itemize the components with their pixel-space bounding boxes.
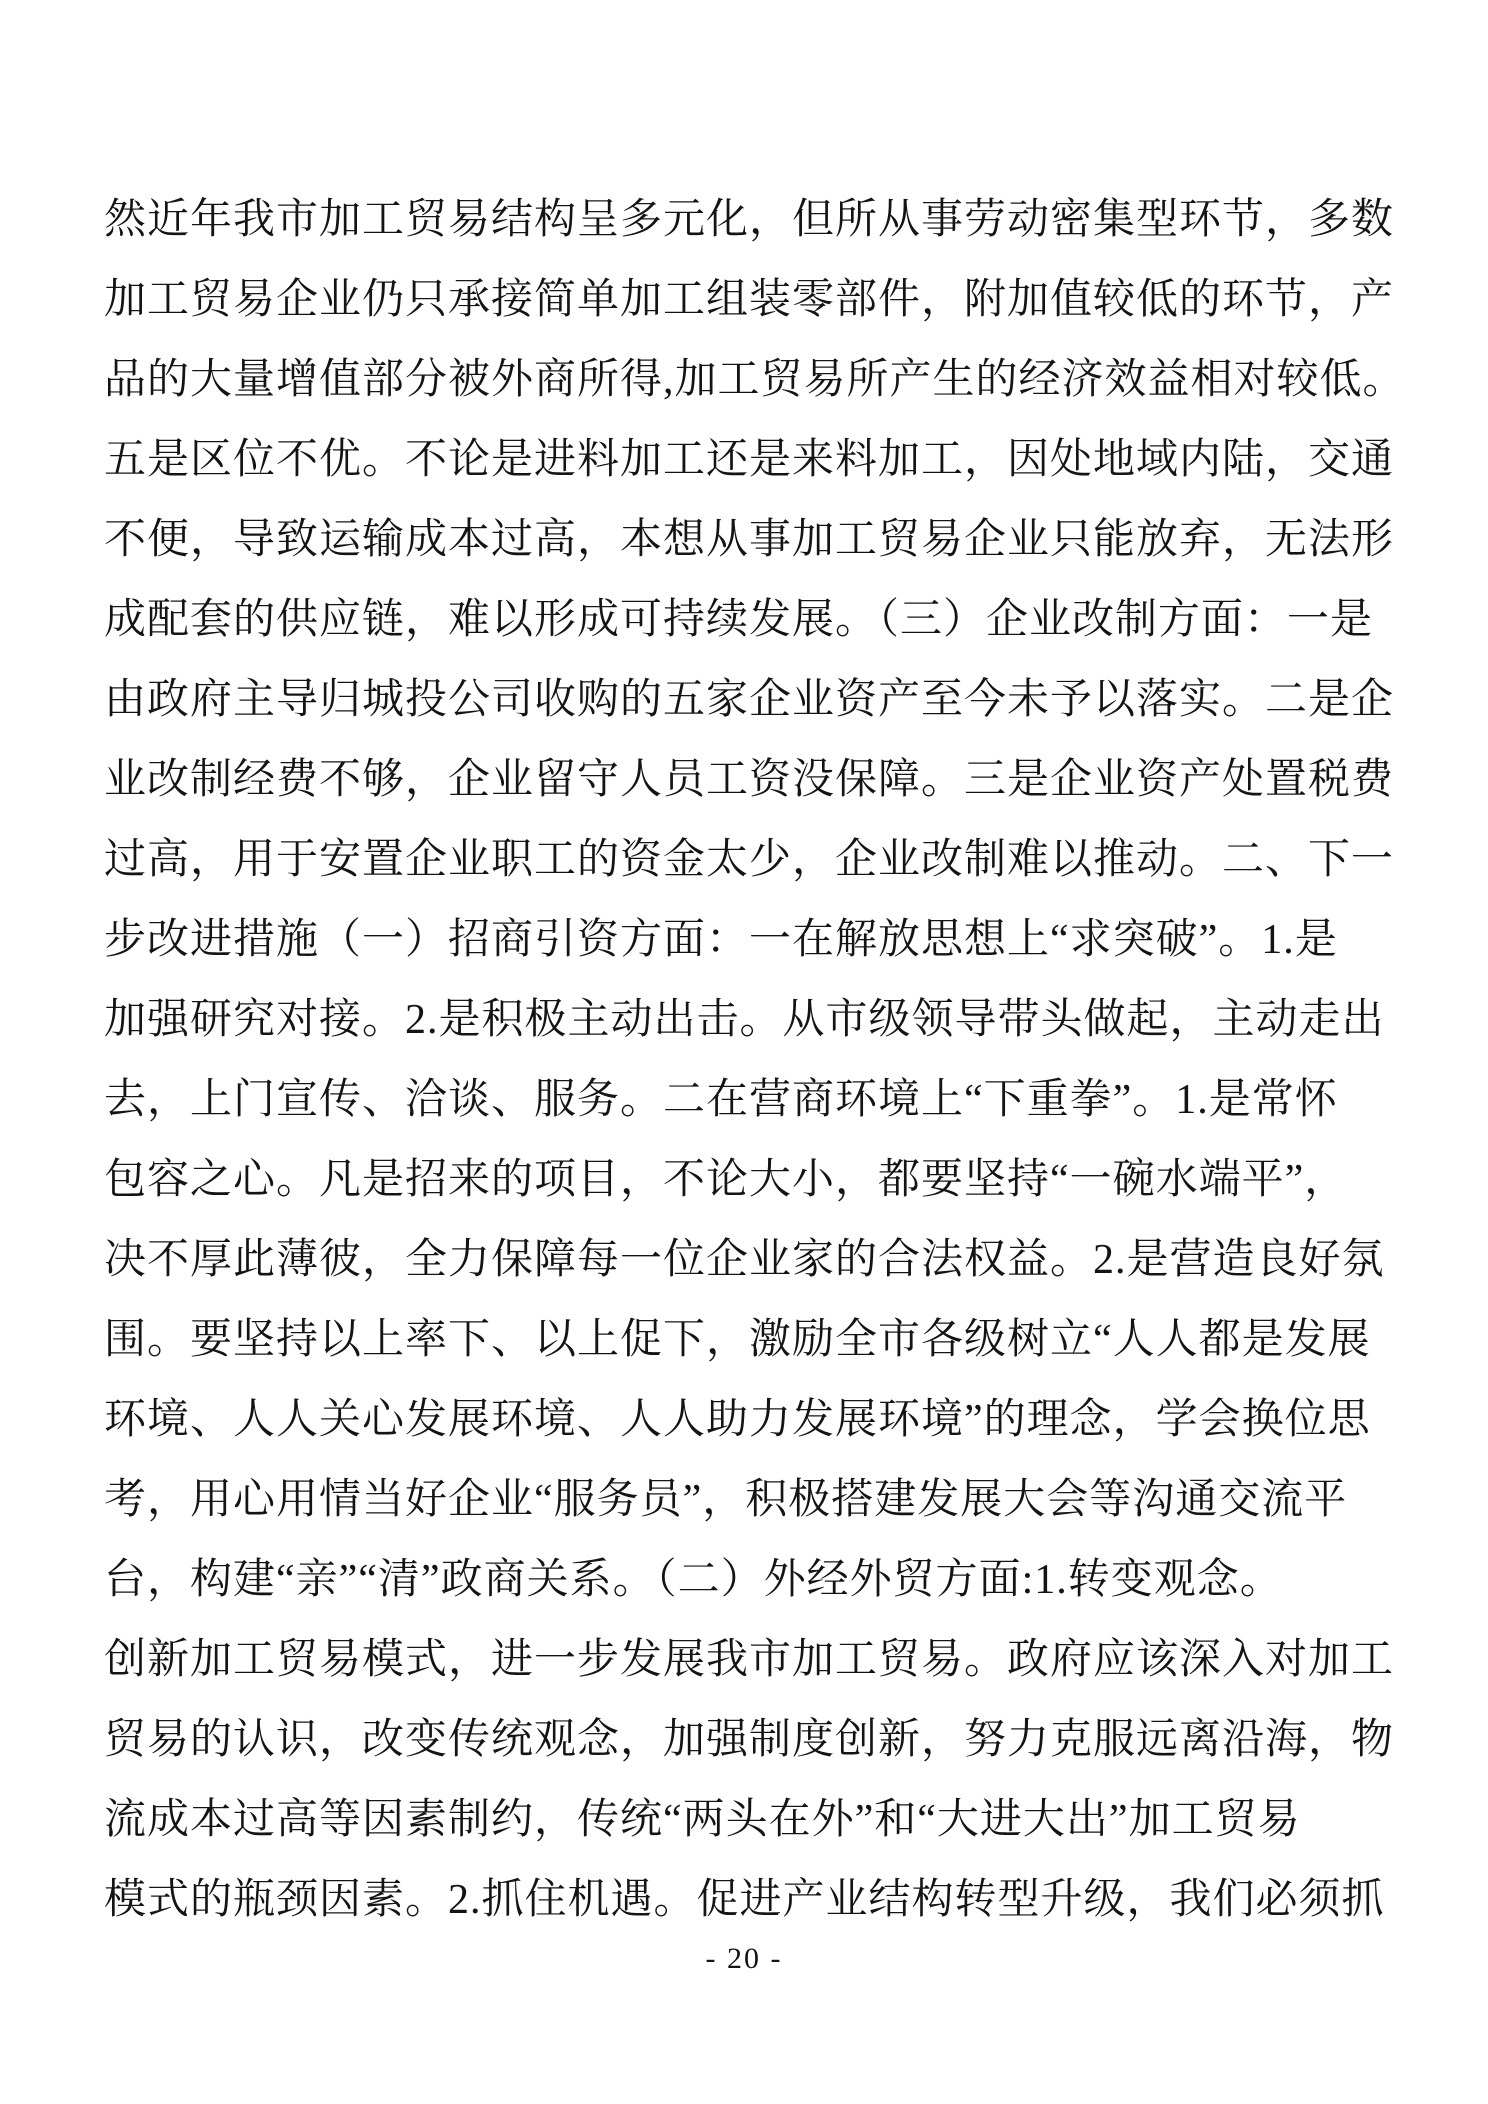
text-line: 台，构建“亲”“清”政商关系。（二）外经外贸方面:1.转变观念。 <box>104 1557 1283 1603</box>
text-line: 过高，用于安置企业职工的资金太少，企业改制难以推动。二、下一 <box>104 837 1395 883</box>
text-line: 业改制经费不够，企业留守人员工资没保障。三是企业资产处置税费 <box>104 757 1395 803</box>
text-line: 去，上门宣传、洽谈、服务。二在营商环境上“下重拳”。1.是常怀 <box>104 1077 1338 1123</box>
page-number: - 20 - <box>705 1942 783 1975</box>
text-line: 然近年我市加工贸易结构呈多元化，但所从事劳动密集型环节，多数 <box>104 197 1395 243</box>
text-line: 流成本过高等因素制约，传统“两头在外”和“大进大出”加工贸易 <box>104 1797 1301 1843</box>
text-line: 决不厚此薄彼，全力保障每一位企业家的合法权益。2.是营造良好氛 <box>104 1237 1385 1283</box>
text-line: 环境、人人关心发展环境、人人助力发展环境”的理念，学会换位思 <box>104 1397 1371 1443</box>
text-line: 步改进措施（一）招商引资方面：一在解放思想上“求突破”。1.是 <box>104 917 1338 963</box>
text-line: 成配套的供应链，难以形成可持续发展。（三）企业改制方面：一是 <box>104 597 1374 643</box>
text-line: 由政府主导归城投公司收购的五家企业资产至今未予以落实。二是企 <box>104 677 1395 723</box>
text-line: 包容之心。凡是招来的项目，不论大小，都要坚持“一碗水端平”， <box>104 1157 1348 1203</box>
text-line: 模式的瓶颈因素。2.抓住机遇。促进产业结构转型升级，我们必须抓 <box>104 1877 1385 1923</box>
text-line: 创新加工贸易模式，进一步发展我市加工贸易。政府应该深入对加工 <box>104 1637 1395 1683</box>
text-line: 品的大量增值部分被外商所得,加工贸易所产生的经济效益相对较低。 <box>104 357 1406 403</box>
text-line: 不便，导致运输成本过高，本想从事加工贸易企业只能放弃，无法形 <box>104 517 1395 563</box>
text-line: 贸易的认识，改变传统观念，加强制度创新，努力克服远离沿海，物 <box>104 1717 1395 1763</box>
body-text <box>104 180 1406 1940</box>
text-line: 考，用心用情当好企业“服务员”，积极搭建发展大会等沟通交流平 <box>104 1477 1348 1523</box>
text-line: 五是区位不优。不论是进料加工还是来料加工，因处地域内陆，交通 <box>104 437 1395 483</box>
text-line: 加强研究对接。2.是积极主动出击。从市级领导带头做起，主动走出 <box>104 997 1385 1043</box>
text-line: 加工贸易企业仍只承接简单加工组装零部件，附加值较低的环节，产 <box>104 277 1395 323</box>
text-line: 围。要坚持以上率下、以上促下，激励全市各级树立“人人都是发展 <box>104 1317 1371 1363</box>
